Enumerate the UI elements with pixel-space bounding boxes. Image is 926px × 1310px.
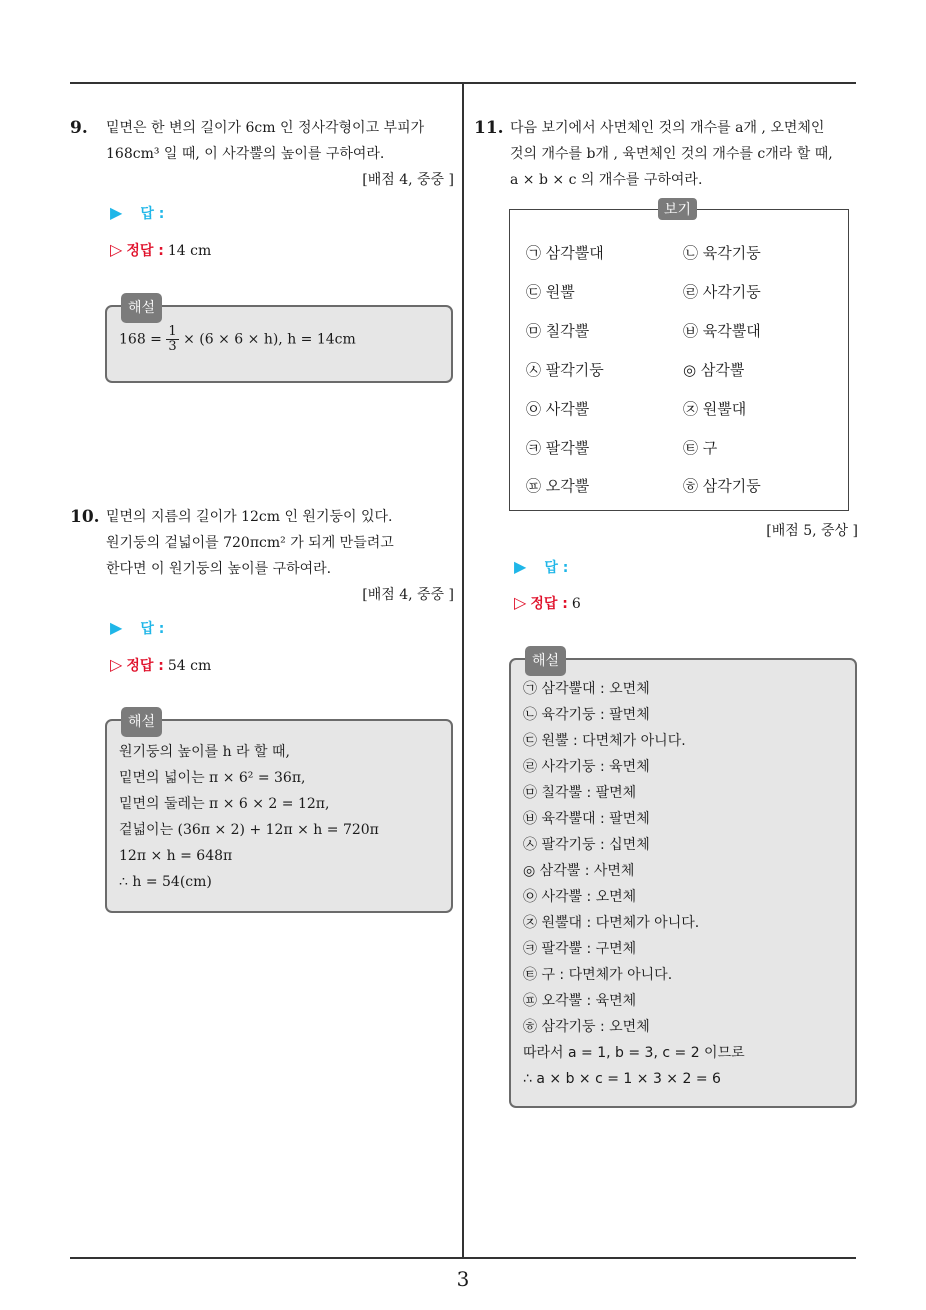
solution-box-10 <box>105 714 453 913</box>
question-line: 다음 보기에서 사면체인 것의 개수를 a개 , 오면체인 <box>510 120 825 136</box>
correct-label: 정답 : <box>126 658 164 674</box>
bogi-item: ㉥ 육각뿔대 <box>683 322 761 340</box>
bogi-item: ㉪ 팔각뿔 <box>526 439 590 457</box>
bogi-item: ㉭ 삼각기둥 <box>683 477 761 495</box>
filled-triangle-icon: ▶ <box>110 618 123 637</box>
solution-box-9 <box>105 300 453 383</box>
question-text <box>106 504 454 582</box>
bogi-item: ㉨ 원뿔대 <box>683 400 747 418</box>
column-divider <box>462 83 464 1258</box>
solution-line: ㉨ 원뿔대 : 다면체가 아니다. <box>523 915 700 931</box>
solution-line: ㉤ 칠각뿔 : 팔면체 <box>523 785 637 801</box>
correct-value: 6 <box>571 596 581 612</box>
bogi-tag: 보기 <box>658 198 697 220</box>
page-number: 3 <box>456 1267 470 1291</box>
answer-row <box>110 618 164 638</box>
solution-line: ㉦ 팔각기둥 : 십면체 <box>523 837 650 853</box>
bogi-item: ㉣ 사각기둥 <box>683 283 761 301</box>
question-line: a × b × c 의 개수를 구하여라. <box>510 172 703 188</box>
question-line: 168cm³ 일 때, 이 사각뿔의 높이를 구하여라. <box>106 146 385 162</box>
solution-line: ㉭ 삼각기둥 : 오면체 <box>523 1019 650 1035</box>
question-line: 밑면의 지름의 길이가 12cm 인 원기둥이 있다. <box>106 509 393 525</box>
solution-prefix: 168 = <box>119 331 162 348</box>
answer-row <box>514 557 568 577</box>
fraction-denominator: 3 <box>168 339 177 354</box>
solution-line: ㉣ 사각기둥 : 육면체 <box>523 759 650 775</box>
solution-line: 겉넓이는 (36π × 2) + 12π × h = 720π <box>119 822 379 838</box>
solution-line <box>119 325 439 354</box>
solution-line: ㉥ 육각뿔대 : 팔면체 <box>523 811 650 827</box>
correct-label: 정답 : <box>126 243 164 259</box>
question-number: 11. <box>474 118 504 138</box>
answer-row <box>110 203 164 223</box>
solution-line: 따라서 a = 1, b = 3, c = 2 이므로 <box>523 1045 745 1061</box>
solution-line: ㉢ 원뿔 : 다면체가 아니다. <box>523 733 686 749</box>
outline-triangle-icon: ▷ <box>514 593 527 612</box>
solution-line: ∴ h = 54(cm) <box>119 874 212 890</box>
outline-triangle-icon: ▷ <box>110 655 123 674</box>
question-line: 원기둥의 겉넓이를 720πcm² 가 되게 만들려고 <box>106 535 394 551</box>
correct-answer-row <box>514 593 581 613</box>
correct-value: 54 cm <box>167 658 212 674</box>
bogi-item: ㉤ 칠각뿔 <box>526 322 590 340</box>
bogi-item: ㉠ 삼각뿔대 <box>526 244 604 262</box>
solution-tag: 해설 <box>525 646 566 676</box>
solution-line: ㉧ 사각뿔 : 오면체 <box>523 889 637 905</box>
score-label: [배점 4, 중중 ] <box>362 587 454 603</box>
answer-label: 답 : <box>544 560 569 576</box>
question-line: 것의 개수를 b개 , 육면체인 것의 개수를 c개라 할 때, <box>510 146 833 162</box>
question-10 <box>70 504 454 608</box>
outline-triangle-icon: ▷ <box>110 240 123 259</box>
bogi-item: ㉧ 사각뿔 <box>526 400 590 418</box>
question-11 <box>474 115 858 193</box>
bogi-item: ㉦ 팔각기둥 <box>526 361 604 379</box>
answer-label: 답 : <box>140 206 165 222</box>
solution-tag: 해설 <box>121 293 162 323</box>
question-number: 10. <box>70 507 100 527</box>
question-line: 밑면은 한 변의 길이가 6cm 인 정사각형이고 부피가 <box>106 120 425 136</box>
score-label: [배점 4, 중중 ] <box>362 172 454 188</box>
answer-label: 답 : <box>140 621 165 637</box>
correct-answer-row <box>110 240 211 260</box>
solution-line: ㉪ 팔각뿔 : 구면체 <box>523 941 637 957</box>
solution-line: 원기둥의 높이를 h 라 할 때, <box>119 744 290 760</box>
question-text <box>510 115 858 193</box>
correct-value: 14 cm <box>167 243 212 259</box>
correct-label: 정답 : <box>530 596 568 612</box>
filled-triangle-icon: ▶ <box>110 203 123 222</box>
solution-tag: 해설 <box>121 707 162 737</box>
bogi-item: ㉫ 구 <box>683 439 718 457</box>
bogi-item: ㉢ 원뿔 <box>526 283 575 301</box>
bottom-rule <box>70 1257 856 1259</box>
solution-line: 밑면의 둘레는 π × 6 × 2 = 12π, <box>119 796 330 812</box>
solution-line: 밑면의 넓이는 π × 6² = 36π, <box>119 770 306 786</box>
question-line: 한다면 이 원기둥의 높이를 구하여라. <box>106 561 332 577</box>
score-label: [배점 5, 중상 ] <box>766 523 858 539</box>
solution-line: ㉡ 육각기둥 : 팔면체 <box>523 707 650 723</box>
solution-line: ㉬ 오각뿔 : 육면체 <box>523 993 637 1009</box>
solution-line: ㉠ 삼각뿔대 : 오면체 <box>523 681 650 697</box>
correct-answer-row <box>110 655 211 675</box>
filled-triangle-icon: ▶ <box>514 557 527 576</box>
question-number: 9. <box>70 118 88 138</box>
solution-suffix: × (6 × 6 × h), h = 14cm <box>183 331 356 348</box>
solution-line: ◎ 삼각뿔 : 사면체 <box>523 863 635 879</box>
bogi-item: ㉡ 육각기둥 <box>683 244 761 262</box>
bogi-item: ◎ 삼각뿔 <box>683 361 745 379</box>
question-text <box>106 115 454 167</box>
solution-line: ∴ a × b × c = 1 × 3 × 2 = 6 <box>523 1071 721 1087</box>
question-9 <box>70 115 454 193</box>
solution-box-11 <box>509 653 857 1108</box>
bogi-item: ㉬ 오각뿔 <box>526 477 590 495</box>
solution-line: 12π × h = 648π <box>119 848 233 864</box>
solution-line: ㉫ 구 : 다면체가 아니다. <box>523 967 673 983</box>
fraction <box>166 325 178 354</box>
bogi-box <box>509 202 849 511</box>
fraction-numerator: 1 <box>168 324 177 339</box>
